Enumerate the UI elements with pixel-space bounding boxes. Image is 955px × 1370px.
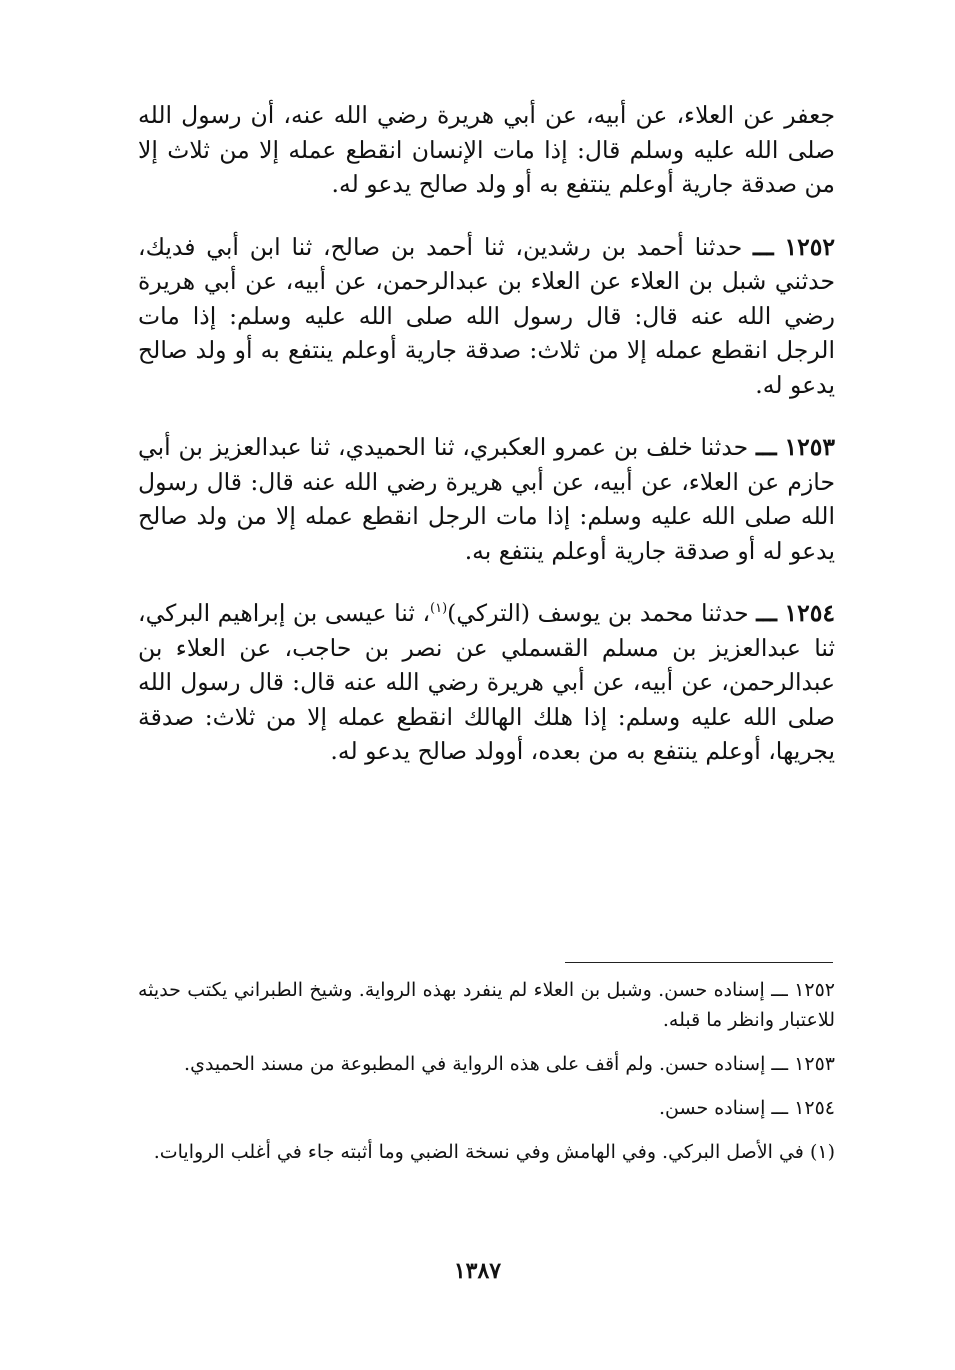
hadith-number: ١٢٥٢ [784,232,835,261]
footnote-1254 [138,1093,835,1123]
footnote-text: إسناده حسن. وشبل بن العلاء لم ينفرد بهذه الرواية. وشيخ الطبراني يكتب حديثه للاعتبار وانظر ما قبله. [138,979,835,1031]
footnote-label: ١٢٥٢ ـــ [771,979,835,1001]
footnote-text: في الأصل البركي. وفي الهامش وفي نسخة الضبي وما أثبته جاء في أغلب الروايات. [153,1141,804,1163]
footnote-text: إسناده حسن. [659,1097,766,1119]
hadith-number: ١٢٥٣ [784,433,835,461]
page-number: ١٣٨٧ [453,1258,502,1284]
footnote-label: (١) [809,1141,835,1163]
hadith-text-after-ref: ، ثنا عيسى بن إبراهيم البركي، ثنا عبدالعزيز بن مسلم القسملي عن نصر بن حاجب، عن العلاء بن عبدالرحمن، عن أبيه، عن أبي هريرة رضي الله عنه قال: قال رسول الله صلى الله عليه وسلم: إذا هلك الهالك انقطع عمله إلا من ثلاث: صدقة يجريها، أوعلم ينتفع به من بعده، أوولد صالح يدعو له. [138,599,835,765]
footnote-label: ١٢٥٣ ـــ [771,1053,835,1075]
footnotes [138,975,835,1181]
opening-paragraph: جعفر عن العلاء، عن أبيه، عن أبي هريرة رضي الله عنه، أن رسول الله صلى الله عليه وسلم قال: إذا مات الإنسان انقطع عمله إلا من ثلاث إلا من صدقة جارية أوعلم ينتفع به أو ولد صالح يدعو له. [138,101,835,198]
hadith-dash: ـــ [753,232,774,261]
hadith-dash: ـــ [756,599,777,627]
hadith-paragraph-1254 [138,596,835,769]
footnote-1253 [138,1049,835,1079]
hadith-text: حدثنا أحمد بن رشدين، ثنا أحمد بن صالح، ثنا ابن أبي فديك، حدثني شبل بن العلاء عن العلاء بن عبدالرحمن، عن أبيه، عن أبي هريرة رضي الله عنه قال: قال رسول الله صلى الله عليه وسلم: إذا مات الرجل انقطع عمله إلا من ثلاث: صدقة جارية أوعلم ينتفع به أو ولد صالح يدعو له. [138,232,835,399]
footnote-1 [138,1137,835,1167]
main-text [138,98,835,769]
footnote-label: ١٢٥٤ ـــ [771,1097,835,1119]
hadith-paragraph-1253 [138,430,835,568]
hadith-text-before-ref: حدثنا محمد بن يوسف (التركي) [447,599,749,627]
footnote-reference[interactable]: (١) [430,601,448,617]
footnote-1252 [138,975,835,1035]
hadith-paragraph-1252 [138,230,835,403]
footnote-text: إسناده حسن. ولم أقف على هذه الرواية في المطبوعة من مسند الحميدي. [184,1053,766,1075]
hadith-text: حدثنا خلف بن عمرو العكبري، ثنا الحميدي، ثنا عبدالعزيز بن أبي حازم عن العلاء، عن أبيه، عن أبي هريرة رضي الله عنه قال: قال رسول الله صلى الله عليه وسلم: إذا مات الرجل انقطع عمله إلا من ولد صالح يدعو له أو صدقة جارية أوعلم ينتفع به. [138,433,835,565]
footnote-separator [565,962,833,963]
hadith-number: ١٢٥٤ [784,599,835,627]
hadith-dash: ـــ [756,433,777,461]
